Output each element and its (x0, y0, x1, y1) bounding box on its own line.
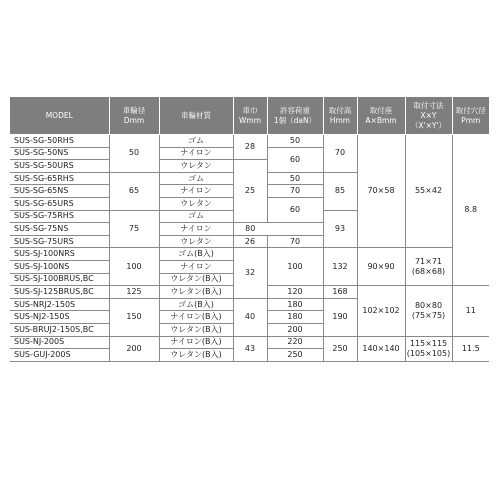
header-row (10, 97, 489, 135)
diameter-cell: 125 (109, 286, 159, 299)
model-cell: SUS-GUJ-200S (10, 349, 109, 362)
header-model: MODEL (10, 97, 109, 135)
model-cell: SUS-SG-50URS (10, 160, 109, 173)
model-cell: SUS-SJ-100NS (10, 260, 109, 273)
material-cell: ナイロン (159, 147, 233, 160)
model-cell: SUS-SG-75RHS (10, 210, 109, 223)
diameter-cell: 100 (109, 248, 159, 286)
model-cell: SUS-SG-65RHS (10, 172, 109, 185)
width-cell: 28 (233, 135, 267, 160)
seat-cell: 70×58 (357, 135, 405, 248)
load-cell: 50 (267, 172, 323, 185)
material-cell: ウレタン (159, 160, 233, 173)
material-cell: ナイロン(B入) (159, 336, 233, 349)
diameter-cell: 150 (109, 298, 159, 336)
height-cell: 168 (323, 286, 357, 299)
height-cell: 93 (323, 210, 357, 248)
table-header (10, 97, 489, 135)
table-body (10, 135, 489, 362)
model-cell: SUS-SG-50NS (10, 147, 109, 160)
mount-cell: 115×115 (105×105) (405, 336, 452, 361)
material-cell: ナイロン (159, 260, 233, 273)
model-cell: SUS-SG-50RHS (10, 135, 109, 148)
header-material: 車輪材質 (159, 97, 233, 135)
mount-cell: 55×42 (405, 135, 452, 248)
diameter-cell: 200 (109, 336, 159, 361)
material-cell: ゴム (159, 135, 233, 148)
material-cell: ゴム(B入) (159, 298, 233, 311)
header-width: 車巾 Wmm (233, 97, 267, 135)
load-cell: 180 (267, 298, 323, 311)
load-cell: 70 (267, 235, 323, 248)
material-cell: ウレタン (159, 197, 233, 210)
material-cell: ウレタン(B入) (159, 323, 233, 336)
diameter-cell: 65 (109, 172, 159, 210)
material-cell: ウレタン(B入) (159, 349, 233, 362)
model-cell: SUS-SJ-100NRS (10, 248, 109, 261)
load-cell: 80 (233, 223, 267, 236)
spec-table-container (10, 97, 489, 362)
table-row (10, 135, 489, 148)
load-cell: 100 (267, 248, 323, 286)
spec-table (10, 97, 489, 362)
material-cell: ウレタン(B入) (159, 286, 233, 299)
model-cell: SUS-SG-75URS (10, 235, 109, 248)
hole-cell: 11 (452, 286, 489, 336)
model-cell: SUS-SJ-125BRUS,BC (10, 286, 109, 299)
seat-cell: 102×102 (357, 286, 405, 336)
load-cell: 120 (267, 286, 323, 299)
height-cell: 132 (323, 248, 357, 286)
model-cell: SUS-NJ-200S (10, 336, 109, 349)
material-cell: ゴム (159, 172, 233, 185)
material-cell: ゴム(B入) (159, 248, 233, 261)
seat-cell: 90×90 (357, 248, 405, 286)
load-cell: 180 (267, 311, 323, 324)
load-cell: 250 (267, 349, 323, 362)
material-cell: ナイロン (159, 185, 233, 198)
width-cell: 32 (233, 248, 267, 298)
height-cell: 85 (323, 172, 357, 210)
width-cell: 40 (233, 298, 267, 336)
header-seat: 取付座 A×Bmm (357, 97, 405, 135)
height-cell: 250 (323, 336, 357, 361)
load-cell: 60 (267, 197, 323, 222)
hole-cell: 8.8 (452, 135, 489, 286)
model-cell: SUS-NRJ2-150S (10, 298, 109, 311)
load-cell: 220 (267, 336, 323, 349)
height-cell: 70 (323, 135, 357, 173)
material-cell: ウレタン(B入) (159, 273, 233, 286)
model-cell: SUS-SJ-100BRUS,BC (10, 273, 109, 286)
width-cell: 26 (233, 235, 267, 248)
load-cell: 70 (267, 185, 323, 198)
material-cell: ナイロン(B入) (159, 311, 233, 324)
header-load: 許容荷重 1個（daN） (267, 97, 323, 135)
header-mount: 取付寸法 X×Y （X'×Y'） (405, 97, 452, 135)
height-cell: 190 (323, 298, 357, 336)
model-cell: SUS-NJ2-150S (10, 311, 109, 324)
diameter-cell: 50 (109, 135, 159, 173)
material-cell: ゴム (159, 210, 233, 223)
model-cell: SUS-SG-65URS (10, 197, 109, 210)
model-cell: SUS-SG-75NS (10, 223, 109, 236)
width-cell: 43 (233, 336, 267, 361)
material-cell: ウレタン (159, 235, 233, 248)
header-height: 取付高 Hmm (323, 97, 357, 135)
header-diameter: 車輪径 Dmm (109, 97, 159, 135)
load-cell: 60 (267, 147, 323, 172)
seat-cell: 140×140 (357, 336, 405, 361)
diameter-cell: 75 (109, 210, 159, 248)
table-row (10, 248, 489, 261)
load-cell: 50 (267, 135, 323, 148)
model-cell: SUS-SG-65NS (10, 185, 109, 198)
model-cell: SUS-BRUJ2-150S,BC (10, 323, 109, 336)
load-cell: 200 (267, 323, 323, 336)
width-cell: 25 (233, 160, 267, 223)
material-cell: ナイロン (159, 223, 233, 236)
mount-cell: 71×71 (68×68) (405, 248, 452, 286)
header-hole: 取付穴径 Pmm (452, 97, 489, 135)
table-row (10, 336, 489, 349)
hole-cell: 11.5 (452, 336, 489, 361)
mount-cell: 80×80 (75×75) (405, 286, 452, 336)
